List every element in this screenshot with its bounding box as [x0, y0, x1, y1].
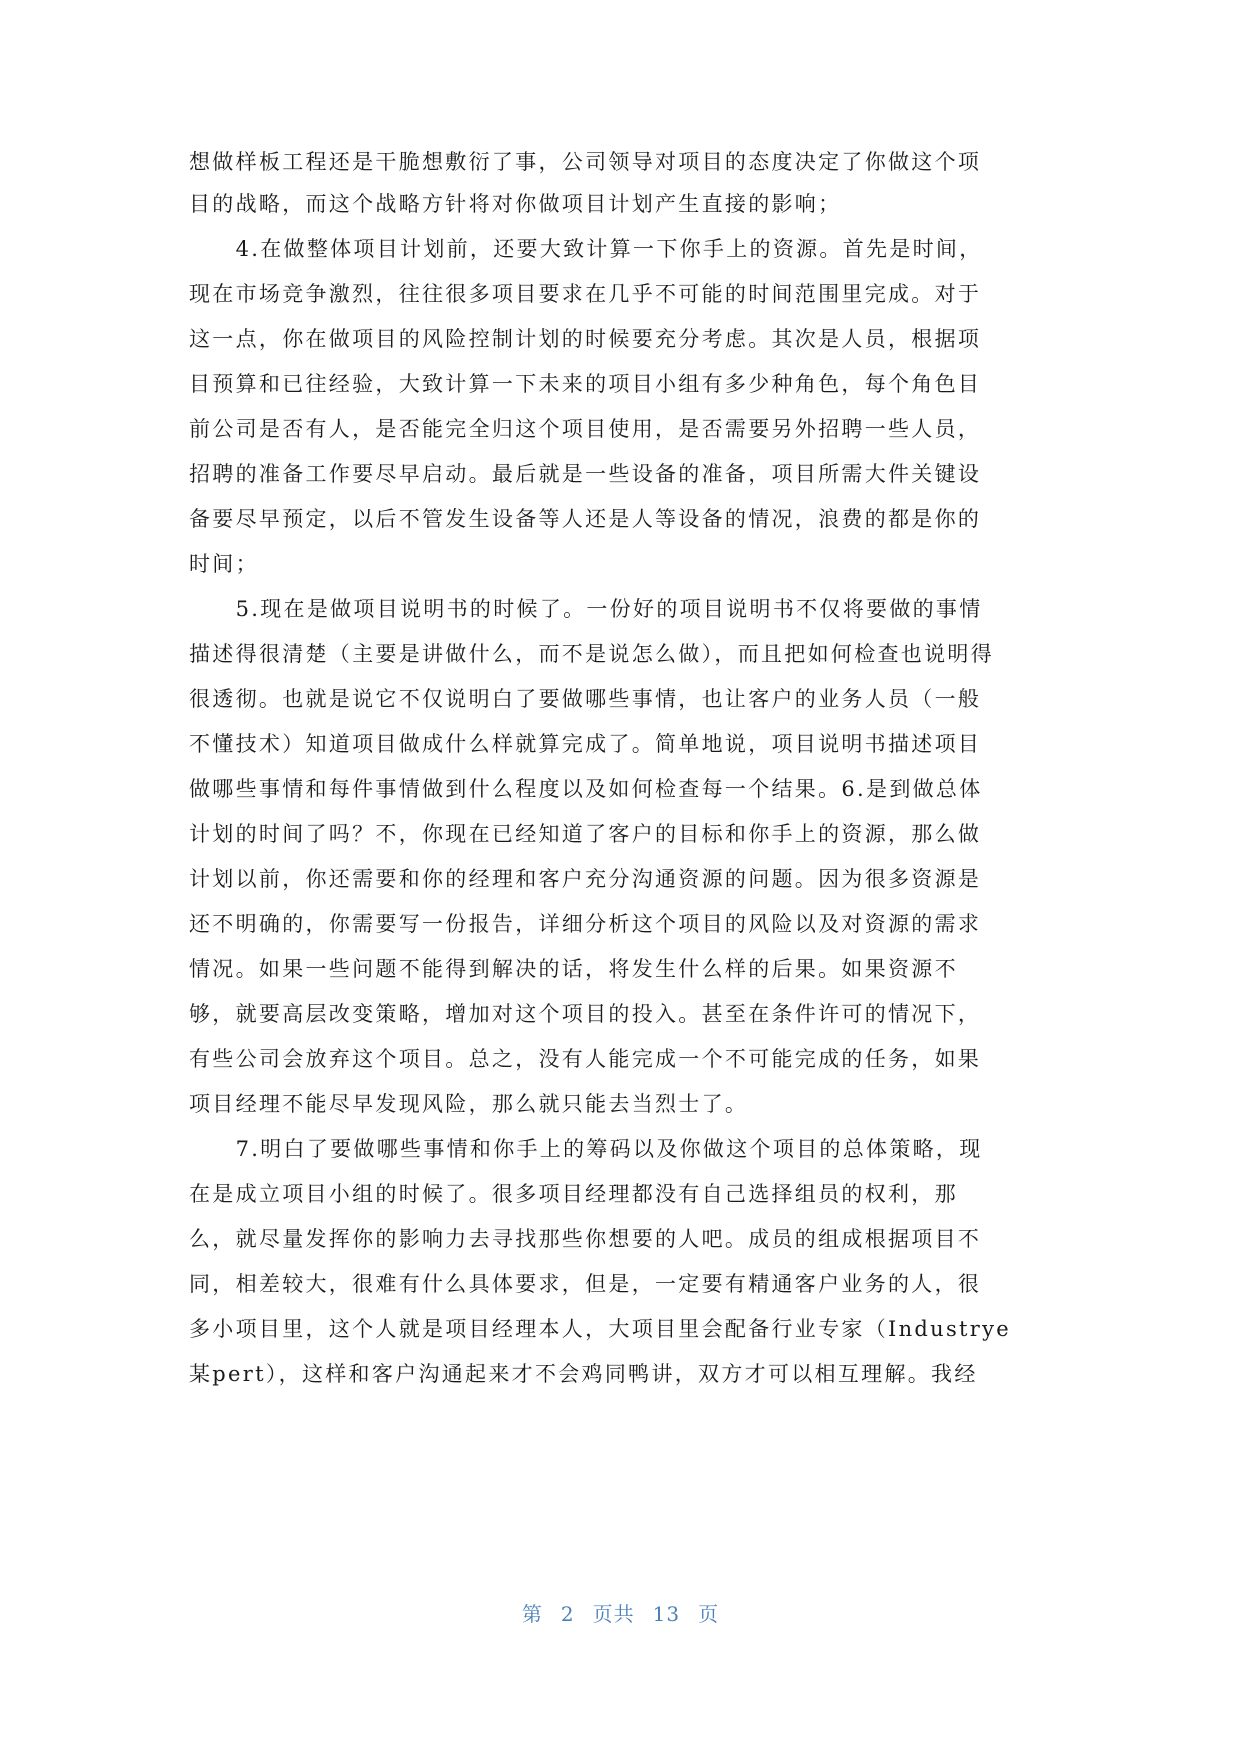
text-line: 计划以前，你还需要和你的经理和客户充分沟通资源的问题。因为很多资源是	[189, 867, 982, 891]
text-line: 目预算和已往经验，大致计算一下未来的项目小组有多少种角色，每个角色目	[189, 372, 982, 396]
text-line: 还不明确的，你需要写一份报告，详细分析这个项目的风险以及对资源的需求	[189, 912, 982, 936]
text-line: 计划的时间了吗？不，你现在已经知道了客户的目标和你手上的资源，那么做	[189, 822, 982, 846]
text-line: 有些公司会放弃这个项目。总之，没有人能完成一个不可能完成的任务，如果	[189, 1047, 982, 1071]
footer-page-number: 2	[560, 1602, 575, 1626]
text-line: 时间；	[189, 552, 259, 576]
text-line: 想做样板工程还是干脆想敷衍了事，公司领导对项目的态度决定了你做这个项	[189, 150, 982, 174]
text-line: 招聘的准备工作要尽早启动。最后就是一些设备的准备，项目所需大件关键设	[189, 462, 982, 486]
text-line: 在是成立项目小组的时候了。很多项目经理都没有自己选择组员的权利，那	[189, 1182, 958, 1206]
text-line: 多小项目里，这个人就是项目经理本人，大项目里会配备行业专家（Industrye	[189, 1317, 1012, 1341]
text-line: 前公司是否有人，是否能完全归这个项目使用，是否需要另外招聘一些人员，	[189, 417, 982, 441]
text-line: 很透彻。也就是说它不仅说明白了要做哪些事情，也让客户的业务人员（一般	[189, 687, 982, 711]
text-line: 同，相差较大，很难有什么具体要求，但是，一定要有精通客户业务的人，很	[189, 1272, 982, 1296]
page-footer	[0, 1598, 1241, 1627]
text-line: 描述得很清楚（主要是讲做什么，而不是说怎么做），而且把如何检查也说明得	[189, 642, 994, 666]
text-line: 7.明白了要做哪些事情和你手上的筹码以及你做这个项目的总体策略，现	[189, 1137, 983, 1161]
footer-middle: 页共	[592, 1602, 635, 1626]
text-line: 备要尽早预定，以后不管发生设备等人还是人等设备的情况，浪费的都是你的	[189, 507, 982, 531]
text-line: 现在市场竞争激烈，往往很多项目要求在几乎不可能的时间范围里完成。对于	[189, 282, 982, 306]
footer-suffix: 页	[698, 1602, 720, 1626]
text-line: 这一点，你在做项目的风险控制计划的时候要充分考虑。其次是人员，根据项	[189, 327, 982, 351]
text-line: 某pert），这样和客户沟通起来才不会鸡同鸭讲，双方才可以相互理解。我经	[189, 1362, 978, 1386]
text-line: 项目经理不能尽早发现风险，那么就只能去当烈士了。	[189, 1092, 749, 1116]
text-line: 4.在做整体项目计划前，还要大致计算一下你手上的资源。首先是时间，	[189, 237, 983, 261]
text-line: 做哪些事情和每件事情做到什么程度以及如何检查每一个结果。6.是到做总体	[189, 777, 983, 801]
text-line: 情况。如果一些问题不能得到解决的话，将发生什么样的后果。如果资源不	[189, 957, 958, 981]
text-line: 不懂技术）知道项目做成什么样就算完成了。简单地说，项目说明书描述项目	[189, 732, 982, 756]
text-line: 么，就尽量发挥你的影响力去寻找那些你想要的人吧。成员的组成根据项目不	[189, 1227, 982, 1251]
text-line: 目的战略，而这个战略方针将对你做项目计划产生直接的影响；	[189, 192, 842, 216]
footer-prefix: 第	[521, 1602, 543, 1626]
text-line: 够，就要高层改变策略，增加对这个项目的投入。甚至在条件许可的情况下，	[189, 1002, 982, 1026]
text-line: 5.现在是做项目说明书的时候了。一份好的项目说明书不仅将要做的事情	[189, 597, 983, 621]
footer-total-pages: 13	[652, 1602, 681, 1626]
